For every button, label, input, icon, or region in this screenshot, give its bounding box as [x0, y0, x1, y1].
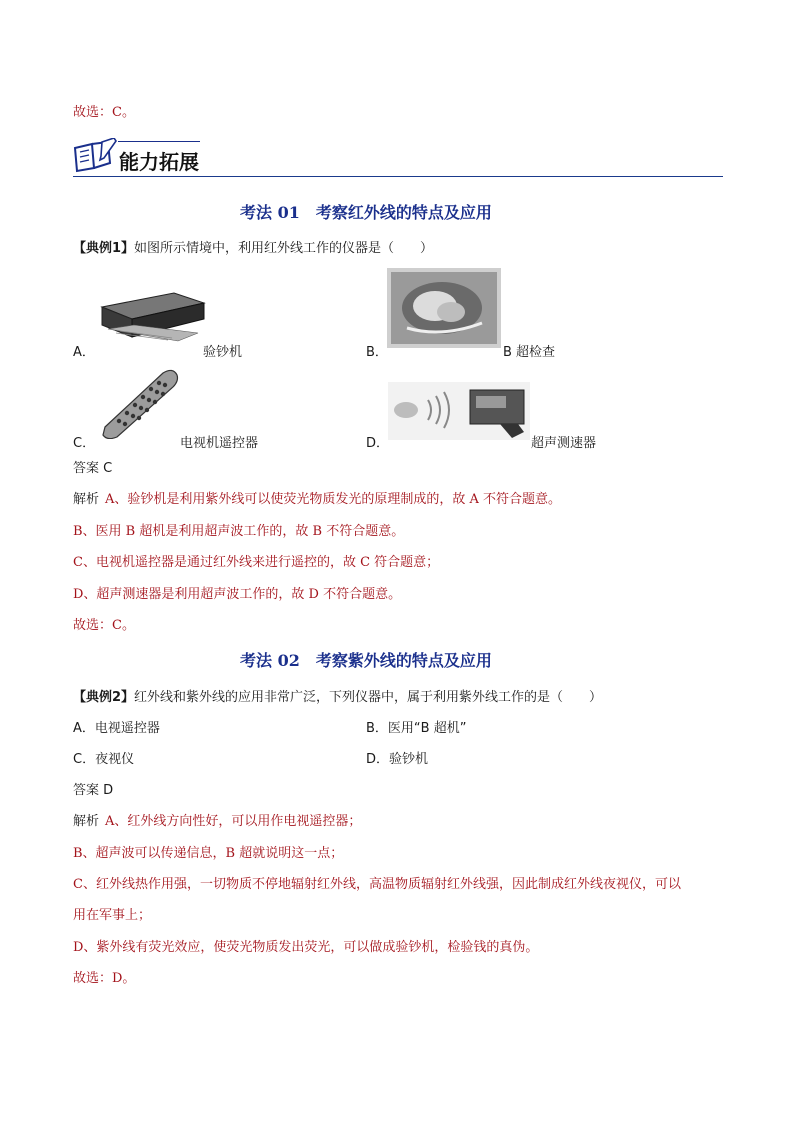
option-a-image: [98, 283, 208, 347]
method2-option-a: A．电视遥控器: [73, 721, 160, 736]
option-d-letter: D．: [366, 436, 390, 451]
method2-option-d: D．验钞机: [366, 752, 429, 767]
method2-analysis-line-3: C、红外线热作用强，一切物质不停地辐射红外线，高温物质辐射红外线强，因此制成红外线夜视仪，可以: [73, 877, 681, 892]
method1-analysis-line-2: B、医用 B 超机是利用超声波工作的，故 B 不符合题意。: [73, 524, 405, 539]
option-a-text: 验钞机: [203, 345, 243, 360]
section-divider: [73, 176, 723, 177]
option-d-image: [388, 382, 530, 440]
question-text: 如图所示情境中，利用红外线工作的仪器是（ ）: [134, 241, 434, 256]
method1-title: 考法 01 考察红外线的特点及应用: [240, 203, 492, 222]
question-text: 红外线和紫外线的应用非常广泛，下列仪器中，属于利用紫外线工作的是（ ）: [134, 690, 603, 705]
analysis-text: A、验钞机是利用紫外线可以使荧光物质发光的原理制成的，故 A 不符合题意。: [105, 492, 562, 507]
method1-answer: 答案 C: [73, 461, 113, 476]
previous-answer: 故选：C。: [73, 105, 135, 120]
option-c-text: 电视机遥控器: [180, 436, 259, 451]
book-icon: [72, 138, 118, 174]
method2-option-c: C．夜视仪: [73, 752, 135, 767]
method2-answer: 答案 D: [73, 783, 114, 798]
method1-analysis-line-3: C、电视机遥控器是通过红外线来进行遥控的，故 C 符合题意；: [73, 555, 440, 570]
section-title: 能力拓展: [119, 150, 199, 174]
method2-final: 故选：D。: [73, 971, 136, 986]
option-b-image: [387, 268, 501, 348]
method1-question: [73, 237, 433, 256]
method1-analysis-line-1: [73, 488, 561, 507]
analysis-label: 解析: [73, 492, 100, 507]
option-c-image: [97, 367, 181, 439]
section-title-overline: [118, 141, 200, 142]
option-b-text: B 超检查: [503, 345, 556, 360]
example-label: 【典例1】: [73, 241, 135, 256]
example-label: 【典例2】: [73, 690, 135, 705]
method2-question: [73, 686, 602, 705]
option-a-letter: A．: [73, 345, 95, 360]
method2-option-b: B．医用“B 超机”: [366, 721, 467, 736]
option-d-text: 超声测速器: [531, 436, 597, 451]
analysis-text: A、红外线方向性好，可以用作电视遥控器；: [105, 814, 362, 829]
analysis-label: 解析: [73, 814, 100, 829]
option-b-letter: B．: [366, 345, 388, 360]
option-c-letter: C．: [73, 436, 96, 451]
method2-analysis-line-2: B、超声波可以传递信息，B 超就说明这一点；: [73, 846, 344, 861]
method2-analysis-line-1: [73, 810, 361, 829]
method2-analysis-line-5: D、紫外线有荧光效应，使荧光物质发出荧光，可以做成验钞机，检验钱的真伪。: [73, 940, 539, 955]
method1-analysis-line-4: D、超声测速器是利用超声波工作的，故 D 不符合题意。: [73, 587, 402, 602]
method2-title: 考法 02 考察紫外线的特点及应用: [240, 651, 492, 670]
method2-analysis-line-4: 用在军事上；: [73, 908, 152, 923]
method1-final: 故选：C。: [73, 618, 135, 633]
